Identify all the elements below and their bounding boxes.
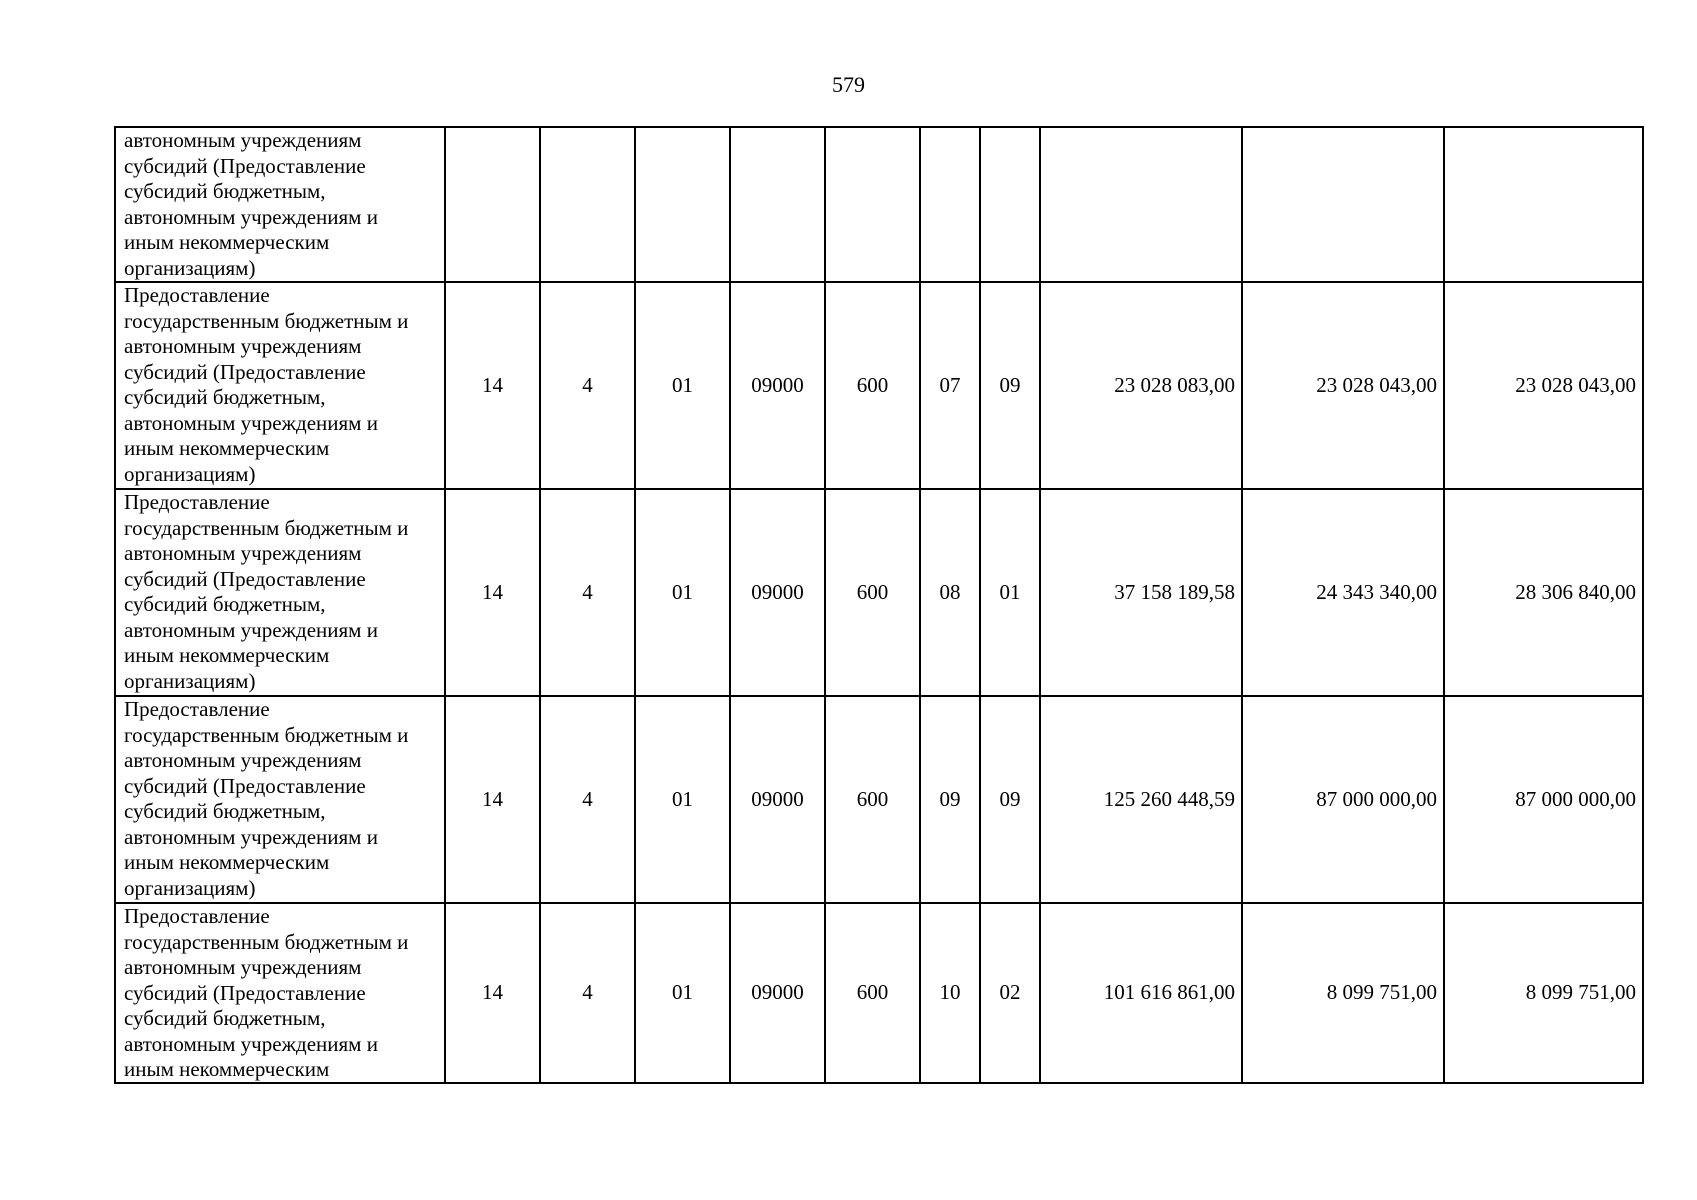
row-code-2: 4: [540, 489, 635, 696]
row-description: Предоставление государственным бюджетным и автономным учреждениям субсидий (Предоставление субсидий бюджетным, автономным учреждениям и иным некоммерческим: [115, 903, 445, 1083]
row-description: Предоставление государственным бюджетным и автономным учреждениям субсидий (Предоставление субсидий бюджетным, автономным учреждениям и иным некоммерческим организациям): [115, 696, 445, 903]
row-code-4: 09000: [730, 696, 825, 903]
row-code-3: 01: [635, 489, 730, 696]
row-amount-2: 24 343 340,00: [1242, 489, 1444, 696]
page-number: 579: [832, 72, 865, 97]
row-code-2: 4: [540, 903, 635, 1083]
budget-table: [114, 126, 1644, 1084]
row-code-2: 4: [540, 696, 635, 903]
row-code-3: 01: [635, 903, 730, 1083]
row-amount-3: 8 099 751,00: [1444, 903, 1643, 1083]
row-amount-1: 37 158 189,58: [1040, 489, 1242, 696]
row-amount-3: [1444, 127, 1643, 282]
row-code-7: 01: [980, 489, 1040, 696]
row-amount-2: 8 099 751,00: [1242, 903, 1444, 1083]
row-code-5: 600: [825, 282, 920, 489]
row-code-7: 09: [980, 282, 1040, 489]
row-amount-1: 125 260 448,59: [1040, 696, 1242, 903]
row-code-5: 600: [825, 696, 920, 903]
row-code-1: 14: [445, 696, 540, 903]
row-amount-1: [1040, 127, 1242, 282]
row-code-4: 09000: [730, 282, 825, 489]
table-row: [115, 903, 1643, 1083]
row-code-1: 14: [445, 903, 540, 1083]
row-code-4: [730, 127, 825, 282]
table-row: [115, 489, 1643, 696]
row-code-3: [635, 127, 730, 282]
row-code-4: 09000: [730, 489, 825, 696]
row-code-2: 4: [540, 282, 635, 489]
row-amount-1: 23 028 083,00: [1040, 282, 1242, 489]
row-code-7: 02: [980, 903, 1040, 1083]
row-code-5: 600: [825, 489, 920, 696]
row-code-5: 600: [825, 903, 920, 1083]
table-row: [115, 282, 1643, 489]
row-code-1: 14: [445, 282, 540, 489]
row-amount-3: 23 028 043,00: [1444, 282, 1643, 489]
row-code-4: 09000: [730, 903, 825, 1083]
row-description: Предоставление государственным бюджетным и автономным учреждениям субсидий (Предоставление субсидий бюджетным, автономным учреждениям и иным некоммерческим организациям): [115, 489, 445, 696]
row-amount-1: 101 616 861,00: [1040, 903, 1242, 1083]
row-amount-2: [1242, 127, 1444, 282]
row-code-1: [445, 127, 540, 282]
row-description: Предоставление государственным бюджетным и автономным учреждениям субсидий (Предоставление субсидий бюджетным, автономным учреждениям и иным некоммерческим организациям): [115, 282, 445, 489]
row-code-3: 01: [635, 696, 730, 903]
row-code-7: [980, 127, 1040, 282]
row-code-3: 01: [635, 282, 730, 489]
row-amount-2: 87 000 000,00: [1242, 696, 1444, 903]
row-code-6: 07: [920, 282, 980, 489]
row-code-6: 09: [920, 696, 980, 903]
row-amount-3: 28 306 840,00: [1444, 489, 1643, 696]
row-code-2: [540, 127, 635, 282]
table-row: [115, 696, 1643, 903]
row-code-6: [920, 127, 980, 282]
row-amount-2: 23 028 043,00: [1242, 282, 1444, 489]
row-code-6: 10: [920, 903, 980, 1083]
row-code-1: 14: [445, 489, 540, 696]
row-amount-3: 87 000 000,00: [1444, 696, 1643, 903]
row-code-6: 08: [920, 489, 980, 696]
table-row: [115, 127, 1643, 282]
row-code-5: [825, 127, 920, 282]
row-code-7: 09: [980, 696, 1040, 903]
row-description: автономным учреждениям субсидий (Предоставление субсидий бюджетным, автономным учреждениям и иным некоммерческим организациям): [115, 127, 445, 282]
